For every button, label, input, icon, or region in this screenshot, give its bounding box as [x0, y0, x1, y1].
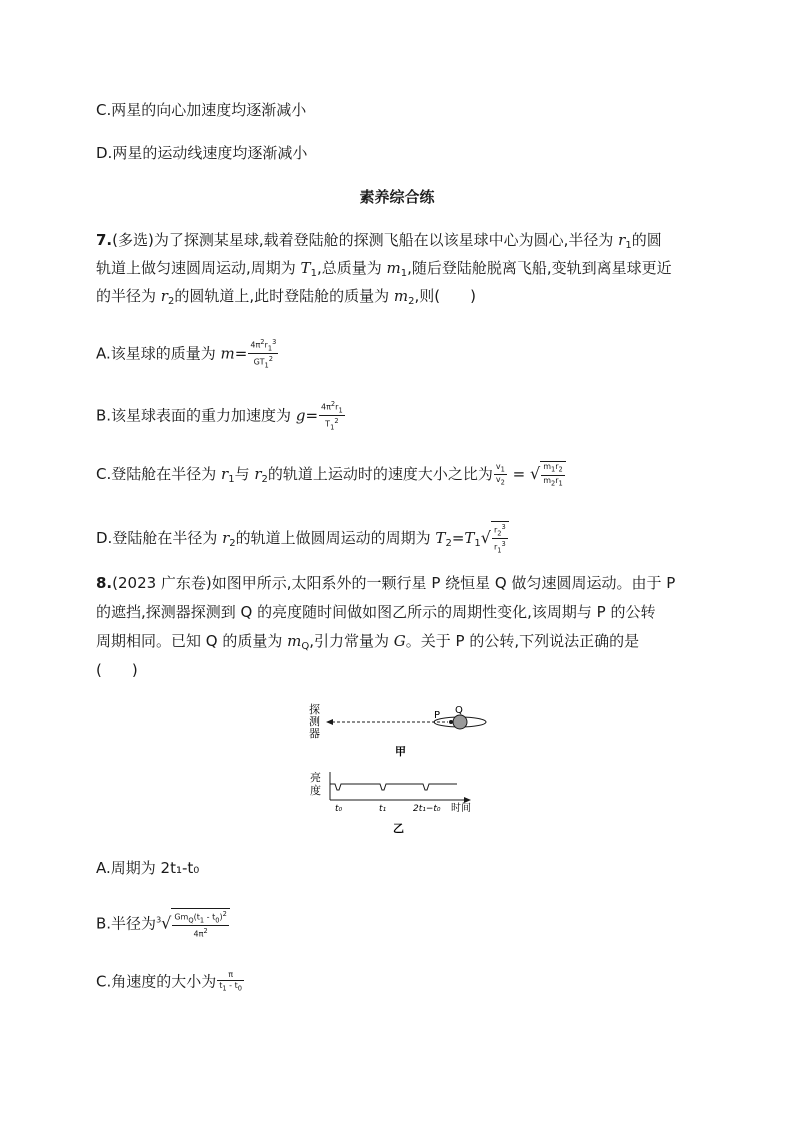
p-label: P [434, 710, 441, 721]
q8-stem-line1: 8.(2023 广东卷)如图甲所示,太阳系外的一颗行星 P 绕恒星 Q 做匀速圆周运动。由于 P [96, 574, 676, 592]
q7-stem-line2: 轨道上做匀速圆周运动,周期为 $T_1$,总质量为 $m_1$,随后登陆舱脱离飞船,变轨到离星球更近 [96, 259, 672, 279]
formula-radius: $^3$√ $\frac{Gm_Q(t_1 - t_0)^2}{4\pi^2}$ [156, 908, 230, 940]
q8-number: 8. [96, 574, 113, 592]
q7-stem-line3: 的半径为 $r_2$的圆轨道上,此时登陆舱的质量为 $m_2$,则( ) [96, 287, 476, 307]
q7-option-d: D.登陆舱在半径为 $r_2$的轨道上做圆周运动的周期为 $T_2=T_1√$ $\frac{r_2^3}{r_1^3}$ [96, 521, 509, 556]
formula-period: √ $\frac{r_2^3}{r_1^3}$ [481, 521, 509, 556]
planet-p [449, 720, 453, 724]
detector-label-2: 测 [309, 715, 320, 728]
figure-yi [305, 768, 485, 838]
tick-t1: t₁ [379, 804, 387, 814]
brightness-curve [330, 784, 457, 790]
q8-option-c: C.角速度的大小为 $\frac{\pi}{t_1 - t_0}$ [96, 970, 242, 993]
caption-yi: 乙 [393, 822, 404, 835]
formula-mass: $\frac{4\pi^2r_1^3}{GT_1^2}$ [250, 338, 277, 370]
formula-v-ratio: $\frac{v_1}{v_2}$ [495, 461, 505, 487]
q7-number: 7. [96, 231, 113, 249]
q7-option-a: A.该星球的质量为 m= $\frac{4\pi^2r_1^3}{GT_1^2}$ [96, 338, 277, 370]
q7-option-c: C.登陆舱在半径为 $r_1$与 $r_2$的轨道上运动时的速度大小之比为 $\frac{v_1}{v_2}$ = √ $\frac{m_1r_2}{m_2r_1}$ [96, 461, 566, 490]
q6-option-c: C.两星的向心加速度均逐渐减小 [96, 101, 307, 119]
q8-stem-line2: 的遮挡,探测器探测到 Q 的亮度随时间做如图乙所示的周期性变化,该周期与 P 的公转 [96, 603, 656, 621]
tick-2t1-t0: 2t₁−t₀ [413, 804, 441, 814]
q7-option-b: B.该星球表面的重力加速度为 g= $\frac{4\pi^2r_1}{T_1^2}$ [96, 400, 343, 432]
tick-t0: t₀ [335, 804, 343, 814]
figure-jia [300, 700, 500, 770]
y-label-2: 度 [310, 784, 321, 797]
q8-option-b: B.半径为$^3$√ $\frac{Gm_Q(t_1 - t_0)^2}{4\pi^2}$ [96, 908, 230, 940]
detector-label-1: 探 [309, 703, 320, 716]
section-title: 素养综合练 [359, 188, 435, 206]
formula-angular: $\frac{\pi}{t_1 - t_0}$ [219, 970, 242, 993]
caption-jia: 甲 [395, 745, 406, 758]
x-label: 时间 [451, 803, 471, 814]
arrow-head [326, 719, 333, 725]
q8-stem-line3: 周期相同。已知 Q 的质量为 $m_Q$,引力常量为 G。关于 P 的公转,下列说法正确的是 [96, 632, 640, 652]
star-q [453, 715, 467, 729]
detector-label-3: 器 [309, 727, 320, 740]
q8-option-a: A.周期为 2t₁-t₀ [96, 859, 200, 877]
q6-option-d: D.两星的运动线速度均逐渐减小 [96, 144, 308, 162]
formula-gravity: $\frac{4\pi^2r_1}{T_1^2}$ [321, 400, 343, 432]
y-label-1: 亮 [310, 771, 321, 784]
q7-stem-line1: 7.(多选)为了探测某星球,载着登陆舱的探测飞船在以该星球中心为圆心,半径为 $r_1$的圆 [96, 231, 662, 251]
formula-sqrt-ratio: √ $\frac{m_1r_2}{m_2r_1}$ [530, 461, 566, 488]
q-label: Q [455, 705, 463, 716]
q8-stem-line4: ( ) [96, 661, 138, 679]
